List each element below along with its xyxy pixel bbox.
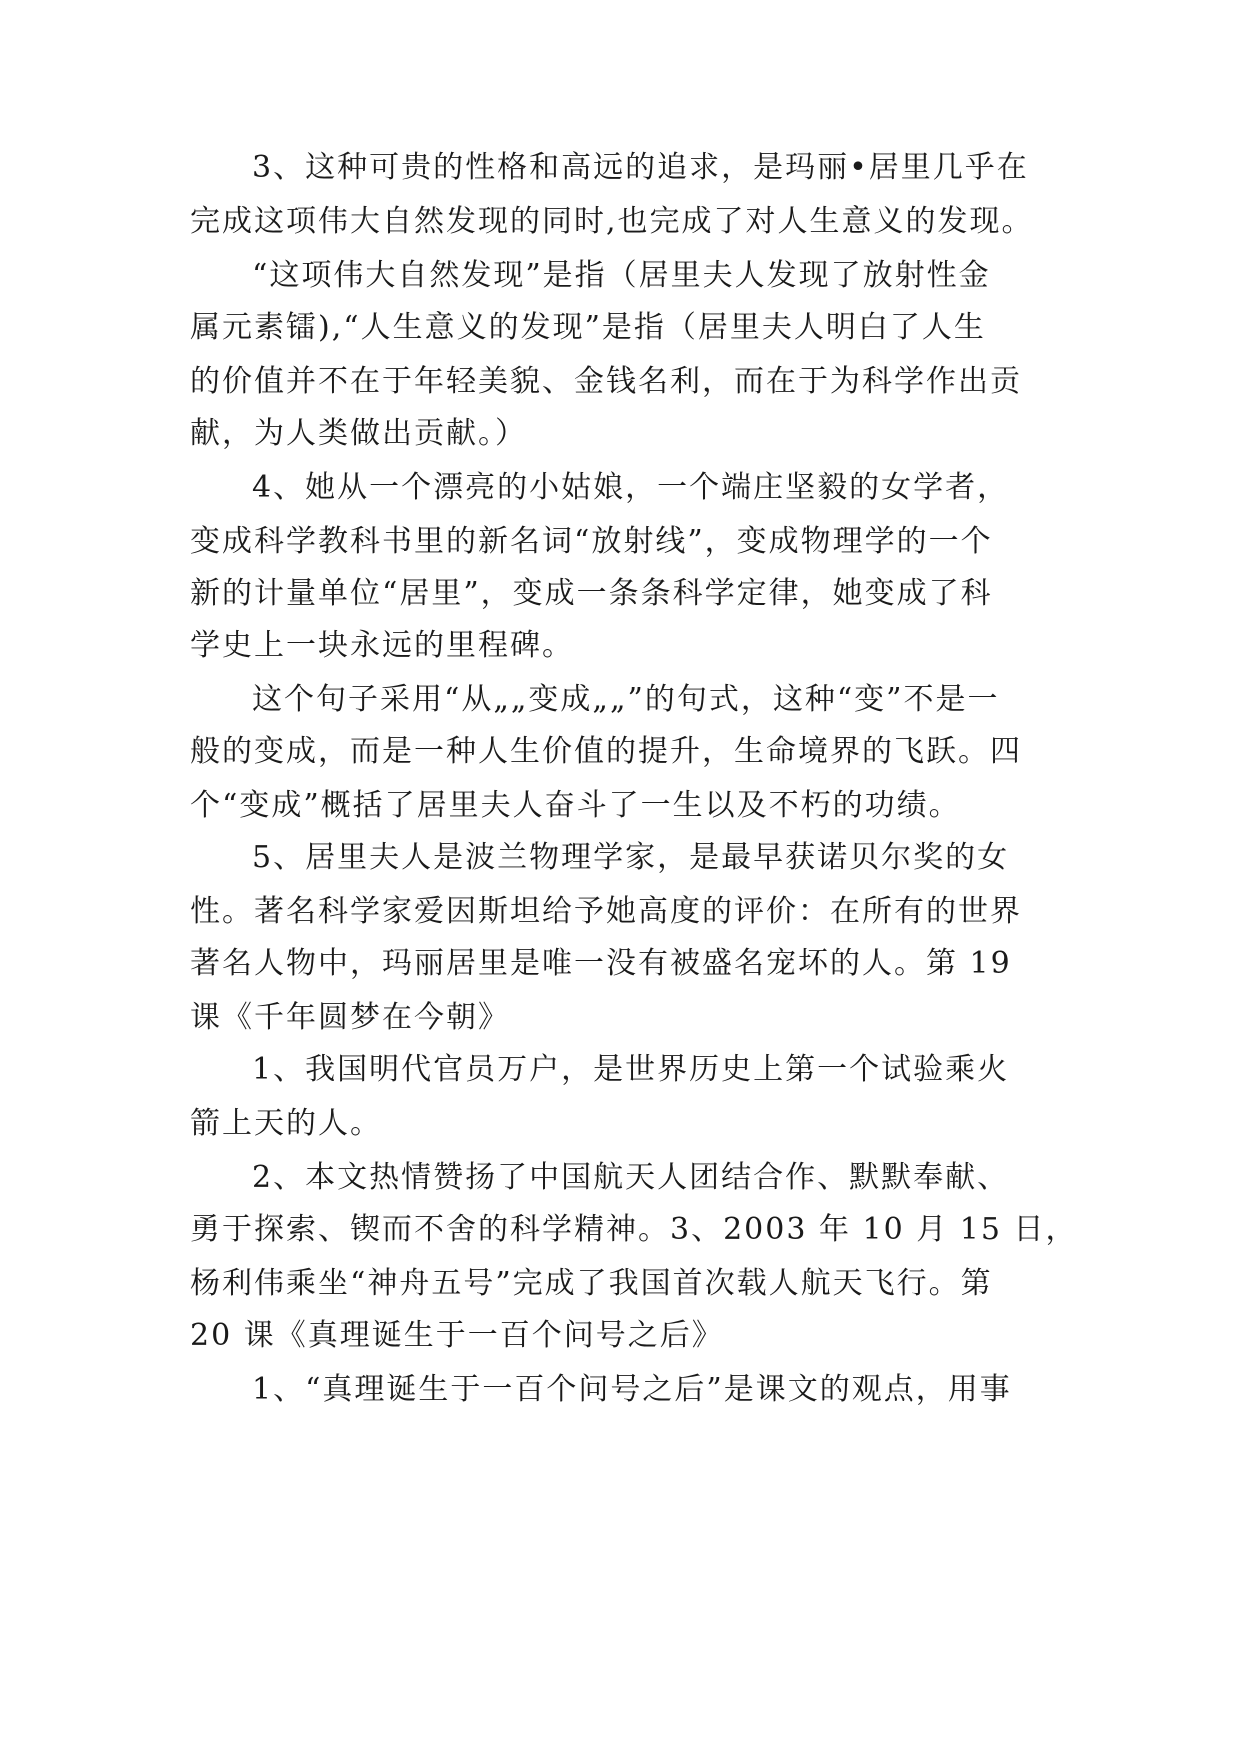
text-line: 课《千年圆梦在今朝》: [190, 1000, 510, 1035]
text-line: 的价值并不在于年轻美貌、金钱名利，而在于为科学作出贡: [190, 364, 1022, 399]
text-line: “这项伟大自然发现”是指（居里夫人发现了放射性金: [252, 258, 991, 293]
text-line: 性。著名科学家爱因斯坦给予她高度的评价：在所有的世界: [190, 894, 1022, 929]
text-line: 20 课《真理诞生于一百个问号之后》: [190, 1318, 724, 1353]
text-line: 属元素镭),“人生意义的发现”是指（居里夫人明白了人生: [190, 310, 986, 345]
text-line: 5、居里夫人是波兰物理学家，是最早获诺贝尔奖的女: [252, 840, 1010, 875]
text-line: 般的变成，而是一种人生价值的提升，生命境界的飞跃。四: [190, 734, 1022, 769]
text-line: 完成这项伟大自然发现的同时,也完成了对人生意义的发现。: [190, 204, 1034, 239]
text-line: 3、这种可贵的性格和高远的追求，是玛丽•居里几乎在: [252, 150, 1029, 185]
text-line: 勇于探索、锲而不舍的科学精神。3、2003 年 10 月 15 日，: [190, 1212, 1078, 1247]
text-line: 1、我国明代官员万户，是世界历史上第一个试验乘火: [252, 1052, 1010, 1087]
text-line: 个“变成”概括了居里夫人奋斗了一生以及不朽的功绩。: [190, 788, 961, 823]
text-line: 献，为人类做出贡献。）: [190, 416, 527, 451]
text-line: 这个句子采用“从„„变成„„”的句式，这种“变”不是一: [252, 682, 1000, 717]
text-line: 1、“真理诞生于一百个问号之后”是课文的观点，用事: [252, 1372, 1012, 1407]
text-line: 4、她从一个漂亮的小姑娘，一个端庄坚毅的女学者，: [252, 470, 1010, 505]
text-line: 著名人物中，玛丽居里是唯一没有被盛名宠坏的人。第 19: [190, 946, 1012, 981]
text-line: 变成科学教科书里的新名词“放射线”，变成物理学的一个: [190, 524, 993, 559]
text-line: 箭上天的人。: [190, 1106, 382, 1141]
text-line: 2、本文热情赞扬了中国航天人团结合作、默默奉献、: [252, 1160, 1010, 1195]
text-line: 杨利伟乘坐“神舟五号”完成了我国首次载人航天飞行。第: [190, 1266, 993, 1301]
text-line: 新的计量单位“居里”，变成一条条科学定律，她变成了科: [190, 576, 993, 611]
text-line: 学史上一块永远的里程碑。: [190, 628, 574, 663]
